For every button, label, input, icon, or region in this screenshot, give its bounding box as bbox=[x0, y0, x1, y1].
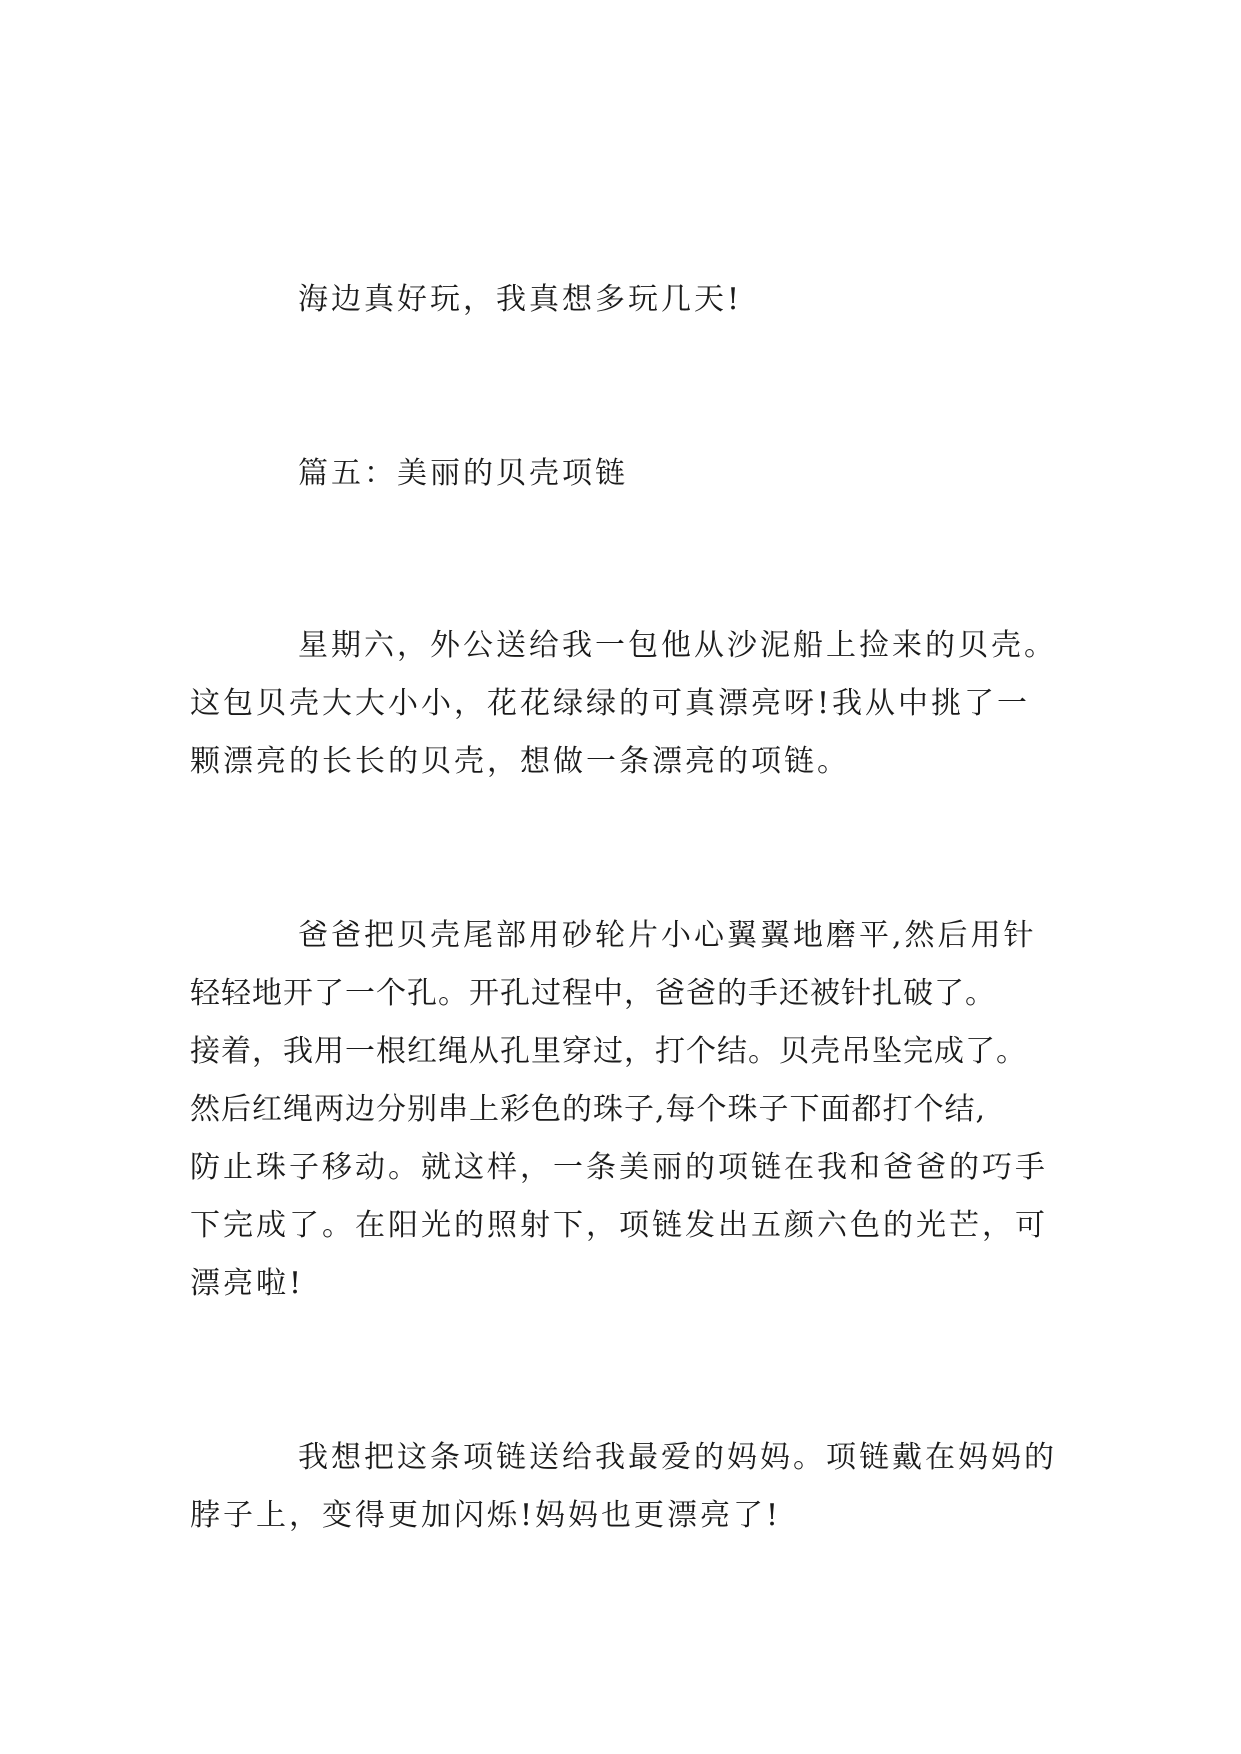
paragraph-line: 防止珠子移动。就这样，一条美丽的项链在我和爸爸的巧手 bbox=[190, 1150, 1048, 1185]
paragraph-line: 这包贝壳大大小小，花花绿绿的可真漂亮呀!我从中挑了一 bbox=[190, 686, 1031, 721]
paragraph-line: 漂亮啦! bbox=[190, 1266, 305, 1301]
paragraph-line: 爸爸把贝壳尾部用砂轮片小心翼翼地磨平,然后用针 bbox=[298, 918, 1037, 953]
paragraph-line: 下完成了。在阳光的照射下，项链发出五颜六色的光芒，可 bbox=[190, 1208, 1048, 1243]
paragraph-line: 然后红绳两边分别串上彩色的珠子,每个珠子下面都打个结, bbox=[190, 1092, 987, 1127]
section-title: 篇五：美丽的贝壳项链 bbox=[298, 456, 628, 491]
paragraph-line: 星期六，外公送给我一包他从沙泥船上捡来的贝壳。 bbox=[298, 628, 1057, 663]
paragraph-line: 脖子上，变得更加闪烁!妈妈也更漂亮了! bbox=[190, 1498, 782, 1533]
paragraph-line: 接着，我用一根红绳从孔里穿过，打个结。贝壳吊坠完成了。 bbox=[190, 1034, 1027, 1069]
paragraph-line: 我想把这条项链送给我最爱的妈妈。项链戴在妈妈的 bbox=[298, 1440, 1057, 1475]
paragraph-line: 轻轻地开了一个孔。开孔过程中，爸爸的手还被针扎破了。 bbox=[190, 976, 996, 1011]
paragraph-line: 颗漂亮的长长的贝壳，想做一条漂亮的项链。 bbox=[190, 744, 850, 779]
intro-line: 海边真好玩，我真想多玩几天! bbox=[298, 282, 743, 317]
